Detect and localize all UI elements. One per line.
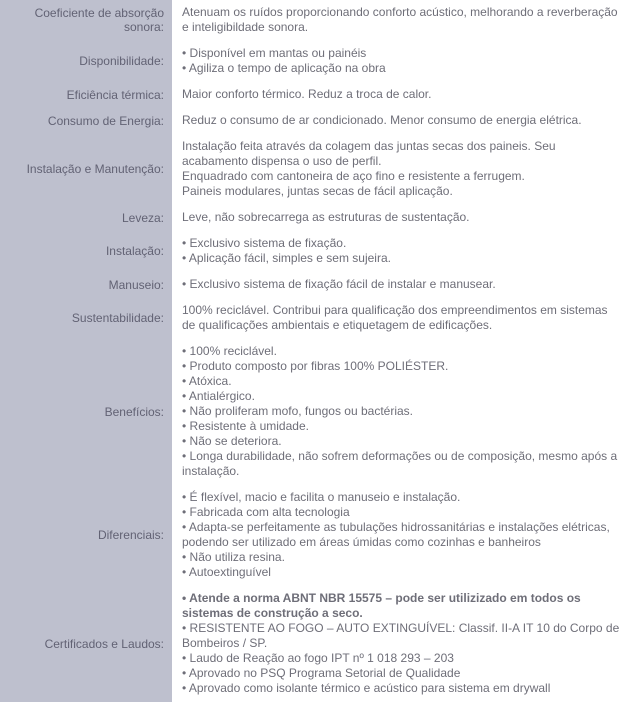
spec-content-cell bbox=[172, 586, 638, 702]
spec-line-text: É flexível, macio e facilita o manuseio e instalação. bbox=[189, 490, 461, 504]
spec-row bbox=[0, 298, 638, 339]
spec-label: Leveza: bbox=[121, 210, 164, 225]
spec-bullet-line bbox=[182, 490, 624, 505]
spec-line-text: Adapta-se perfeitamente as tubulações hidrossanitárias e instalações elétricas, podendo ser utilizado em áreas úmidas como cozinhas e banheiros bbox=[182, 520, 610, 549]
spec-content-cell bbox=[172, 82, 638, 108]
spec-row bbox=[0, 82, 638, 108]
spec-label: Instalação: bbox=[105, 244, 164, 258]
spec-text-line: Atenuam os ruídos proporcionando conforto acústico, melhorando a reverberação e inteligibildade sonora. bbox=[182, 5, 618, 34]
spec-bullet-line bbox=[182, 46, 624, 61]
bullet-marker: • bbox=[182, 419, 190, 433]
spec-bullet-line bbox=[182, 434, 624, 449]
spec-label-cell bbox=[0, 0, 172, 41]
spec-text-line: Maior conforto térmico. Reduz a troca de calor. bbox=[182, 87, 432, 101]
spec-content-cell bbox=[172, 41, 638, 82]
bullet-marker: • bbox=[182, 505, 190, 519]
spec-line-text: Longa durabilidade, não sofrem deformações ou de composição, mesmo após a instalação. bbox=[182, 449, 618, 478]
spec-row bbox=[0, 41, 638, 82]
bullet-marker: • bbox=[182, 46, 190, 60]
spec-label: Consumo de Energia: bbox=[47, 113, 164, 128]
spec-label-cell bbox=[0, 298, 172, 339]
spec-line-text: Não utiliza resina. bbox=[189, 550, 285, 564]
spec-line-text: Resistente à umidade. bbox=[189, 419, 309, 433]
spec-line-text: Exclusivo sistema de fixação. bbox=[189, 236, 347, 250]
spec-label-cell bbox=[0, 205, 172, 231]
spec-bullet-line bbox=[182, 251, 624, 266]
spec-label-cell bbox=[0, 586, 172, 702]
spec-bullet-line bbox=[182, 681, 624, 696]
bullet-marker: • bbox=[182, 490, 190, 504]
bullet-marker: • bbox=[182, 651, 190, 665]
spec-line-text: Aplicação fácil, simples e sem sujeira. bbox=[188, 251, 391, 265]
spec-label-cell bbox=[0, 485, 172, 586]
spec-line-text: Produto composto por fibras 100% POLIÉSTER. bbox=[189, 359, 449, 373]
spec-content-cell bbox=[172, 339, 638, 485]
spec-line-text: Não proliferam mofo, fungos ou bactérias. bbox=[189, 404, 413, 418]
spec-line-text: Exclusivo sistema de fixação fácil de instalar e manusear. bbox=[189, 277, 496, 291]
bullet-marker: • bbox=[182, 344, 190, 358]
spec-row bbox=[0, 205, 638, 231]
bullet-marker: • bbox=[182, 359, 190, 373]
bullet-marker: • bbox=[182, 591, 190, 605]
bullet-marker: • bbox=[182, 520, 189, 534]
spec-line-text: Antialérgico. bbox=[188, 389, 255, 403]
spec-line-text: Atende a norma ABNT NBR 15575 – pode ser utilizizado em todos os sistemas de construção a seco. bbox=[182, 591, 581, 620]
spec-line-text: Laudo de Reação ao fogo IPT nº 1 018 293 – 203 bbox=[189, 651, 454, 665]
spec-row bbox=[0, 108, 638, 134]
spec-line-text: Agiliza o tempo de aplicação na obra bbox=[188, 61, 386, 75]
bullet-marker: • bbox=[182, 449, 190, 463]
spec-text-line: Instalação feita através da colagem das juntas secas dos paineis. Seu acabamento dispensa o uso de perfil. bbox=[182, 139, 556, 168]
spec-label-cell bbox=[0, 231, 172, 272]
spec-label: Eficiência térmica: bbox=[66, 87, 164, 102]
spec-label: Instalação e Manutenção: bbox=[26, 162, 164, 176]
spec-bullet-line bbox=[182, 61, 624, 76]
spec-row bbox=[0, 0, 638, 41]
spec-line-text: Aprovado como isolante térmico e acústico para sistema em drywall bbox=[188, 681, 551, 695]
bullet-marker: • bbox=[182, 550, 190, 564]
spec-bullet-line bbox=[182, 591, 624, 621]
spec-label-cell bbox=[0, 339, 172, 485]
spec-bullet-line bbox=[182, 449, 624, 479]
spec-content-cell bbox=[172, 108, 638, 134]
spec-bullet-line bbox=[182, 666, 624, 681]
spec-text-line: Reduz o consumo de ar condicionado. Menor consumo de energia elétrica. bbox=[182, 113, 582, 127]
spec-label-cell bbox=[0, 41, 172, 82]
spec-label-cell bbox=[0, 272, 172, 298]
spec-bullet-line bbox=[182, 505, 624, 520]
spec-bullet-line bbox=[182, 389, 624, 404]
bullet-marker: • bbox=[182, 681, 189, 695]
spec-label: Benefícios: bbox=[104, 404, 164, 419]
spec-label: Coeficiente de absorção sonora: bbox=[34, 6, 164, 34]
spec-content-cell bbox=[172, 231, 638, 272]
spec-line-text: 100% reciclável. bbox=[189, 344, 277, 358]
spec-content-cell bbox=[172, 0, 638, 41]
spec-label-cell bbox=[0, 82, 172, 108]
spec-row bbox=[0, 231, 638, 272]
bullet-marker: • bbox=[182, 277, 190, 291]
spec-bullet-line bbox=[182, 550, 624, 565]
bullet-marker: • bbox=[182, 374, 189, 388]
spec-row bbox=[0, 485, 638, 586]
spec-text-line: Paineis modulares, juntas secas de fácil aplicação. bbox=[182, 184, 453, 198]
spec-label: Sustentabilidade: bbox=[71, 311, 164, 325]
bullet-marker: • bbox=[182, 61, 189, 75]
spec-line-text: Não se deteriora. bbox=[189, 434, 282, 448]
spec-row bbox=[0, 134, 638, 205]
spec-content-cell bbox=[172, 298, 638, 339]
spec-label: Certificados e Laudos: bbox=[44, 636, 164, 651]
spec-bullet-line bbox=[182, 621, 624, 651]
spec-bullet-line bbox=[182, 374, 624, 389]
spec-text-line: 100% reciclável. Contribui para qualificação dos empreendimentos em sistemas de qualificações ambientais e etiquetagem de edificações. bbox=[182, 303, 608, 332]
spec-label: Manuseio: bbox=[108, 277, 164, 292]
spec-bullet-line bbox=[182, 651, 624, 666]
bullet-marker: • bbox=[182, 236, 190, 250]
spec-row bbox=[0, 272, 638, 298]
spec-bullet-line bbox=[182, 344, 624, 359]
bullet-marker: • bbox=[182, 666, 189, 680]
spec-text-line: Enquadrado com cantoneira de aço fino e resistente a ferrugem. bbox=[182, 169, 525, 183]
spec-row bbox=[0, 339, 638, 485]
bullet-marker: • bbox=[182, 251, 189, 265]
spec-line-text: Autoextinguível bbox=[188, 565, 271, 579]
spec-bullet-line bbox=[182, 404, 624, 419]
bullet-marker: • bbox=[182, 565, 189, 579]
spec-label-cell bbox=[0, 134, 172, 205]
bullet-marker: • bbox=[182, 404, 190, 418]
spec-content-cell bbox=[172, 485, 638, 586]
bullet-marker: • bbox=[182, 621, 190, 635]
spec-content-cell bbox=[172, 134, 638, 205]
spec-bullet-line bbox=[182, 359, 624, 374]
spec-content-cell bbox=[172, 272, 638, 298]
spec-bullet-line bbox=[182, 565, 624, 580]
spec-bullet-line bbox=[182, 236, 624, 251]
spec-label-cell bbox=[0, 108, 172, 134]
spec-content-cell bbox=[172, 205, 638, 231]
spec-bullet-line bbox=[182, 520, 624, 550]
spec-bullet-line bbox=[182, 277, 624, 292]
spec-line-text: Aprovado no PSQ Programa Setorial de Qualidade bbox=[188, 666, 461, 680]
spec-bullet-line bbox=[182, 419, 624, 434]
spec-line-text: Atóxica. bbox=[188, 374, 232, 388]
spec-text-line: Leve, não sobrecarrega as estruturas de sustentação. bbox=[182, 210, 470, 224]
spec-row bbox=[0, 586, 638, 702]
bullet-marker: • bbox=[182, 434, 190, 448]
bullet-marker: • bbox=[182, 389, 189, 403]
spec-label: Disponibilidade: bbox=[79, 54, 164, 68]
spec-line-text: Fabricada com alta tecnologia bbox=[189, 505, 350, 519]
spec-line-text: Disponível em mantas ou painéis bbox=[189, 46, 367, 60]
spec-line-text: RESISTENTE AO FOGO – AUTO EXTINGUÍVEL: Classif. II-A IT 10 do Corpo de Bombeiros / SP. bbox=[182, 621, 620, 650]
spec-label: Diferenciais: bbox=[97, 528, 164, 542]
